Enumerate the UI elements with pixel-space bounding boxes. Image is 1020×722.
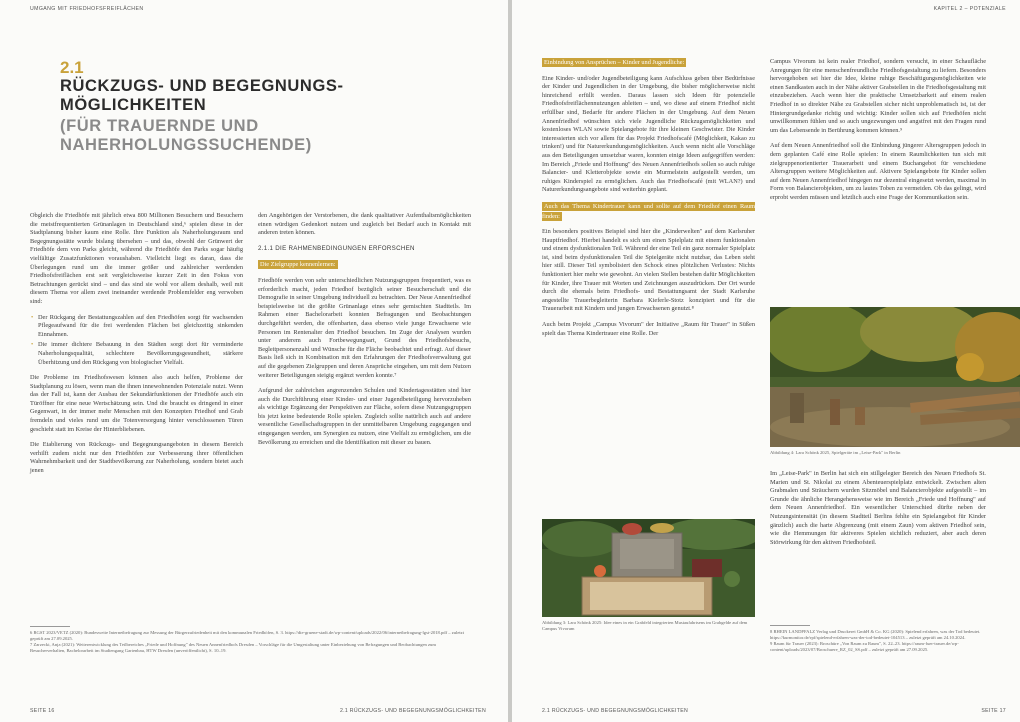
paragraph: Auf dem Neuen Annenfriedhof soll die Einbindung jüngerer Altersgruppen jedoch in dem geplanten Café eine Rolle spielen: In einem Raumlichkeiten tun sich mit zielgruppenorientierter Trauerarbeit und einem Buchangebot für verschiedene Altersgruppen weitere Möglichkeiten auf. Aktivere Spielangebote für Kinder sollen auf dem Neuen Annenfriedhof hingegen nur dezentral eingesetzt werden, maximal in Form von Balancierobjekten, um zu lautes Toben zu vermeiden. Ob das gelingt, wird erprobt werden müssen und letztlich auch eine Frage der Kommunikation sein.: [770, 142, 986, 201]
footnote-rule: [770, 625, 810, 626]
caption-figure-4: Abbildung 4: Lara Schönk 2025, Spielgeräte im „Leise-Park" in Berlin: [770, 450, 901, 455]
section-number: 2.1: [60, 58, 84, 77]
photo-leise-park: [770, 307, 1020, 447]
paragraph: Eine Kinder- und/oder Jugendbeteiligung kann Aufschluss geben über Bedürfnisse der Kinder und Jugendlichen in der Umgebung, die bisher möglicherweise nicht hinreichend erfüllt werden. Daraus lassen sich Ideen für potenzielle Friedhofsfreiflächennutzungen ableiten – und, wo diese auf einem Friedhof nicht erfüllbar sind, Bedarfe für andere Flächen in der Umgebung. Auf dem Neuen Annenfriedhof wünschten sich viele Jugendliche Rückzugsmöglichkeiten und kostenloses WLAN sowie Spielangebote für ihre kleinen Geschwister. Die Kinder interessierten sich vor allem für das Projekt Friedhofscafé (Möglichkeit, Kakao zu trinken!) und für Naturerkundungsmöglichkeiten. Auch wenn nicht alle Vorschläge aus den Beteiligungen umsetzbar waren, konnten einige Ideen aufgegriffen werden: Im Bereich „Friede und Hoffnung" des Neuen Annenfriedhofs sollen so auch ruhige Balancier- und Kletterobjekte sowie ein Murmelstein aufgestellt werden, um ruhiges Kinderspiel zu ermöglichen. Auch das Friedhofscafé (mit WLAN?) und Naturerkundungsangebote sind weiterhin geplant.: [542, 74, 755, 194]
right-column-2b: [770, 470, 986, 554]
highlight-label: Einbindung von Ansprüchen – Kinder und Jugendliche:: [544, 59, 685, 66]
footnote: 8 RHEIN LANDPFALZ Verlag und Druckerei GmbH & Co. KG (2020): Spielend erfahren, was der Tod bedeutet. https://kurmonitor.de/rpf/spielend-erfahren-was-der-tod-bedeutet-104513 – zuletzt geprüft am 24.10.2024.: [770, 629, 981, 640]
section-subtitle-line2: NAHERHOLUNGSSUCHENDE): [60, 136, 312, 154]
grave-sandbox-illustration: [542, 519, 755, 617]
leise-park-illustration: [770, 307, 1020, 447]
paragraph: Ein besonders positives Beispiel sind hier die „Kinderwelten" auf dem Karlsruher Hauptfriedhof. Hierbei handelt es sich um einen Spielplatz mit einem funktionalen und einem dysfunktionalen Teil. Während der eine Teil ein ganz normaler Spielplatz ist, sind beim dysfunktionalen Teil die Spielgeräte nicht nutzbar, das Leben steht hier still. Dieser Teil symbolisiert den Schock eines plötzlichen Verlustes: Nichts funktioniert hier mehr wie gewohnt. An vielen Stellen bestehen dafür Möglichkeiten für Kinder, ihre Trauer mit Worten und Zeichnungen auszudrücken. Der Ort wurde durch die ehemals beim Friedhofs- und Bestattungsamt der Stadt Karlsruhe angestellte Trauerbegleiterin Barbara Kieferle-Stotz konzipiert und für die Trauerarbeit mit Kindern und jungen Erwachsenen genutzt.⁸: [542, 228, 755, 313]
section-subtitle: [60, 117, 460, 155]
footer-section-right: 2.1 RÜCKZUGS- UND BEGEGNUNGSMÖGLICHKEITEN: [542, 708, 689, 714]
footnote: 9 Raum für Trauer (2023): Broschüre „Von Raum zu Raum", S. 22–23. https://raum-fuer-trauer.de/wp-content/uploads/2023/07/Broschuere_RZ_02_SS.pdf – zuletzt geprüft am 27.09.2025.: [770, 641, 959, 652]
page-number-right: SEITE 17: [981, 708, 1006, 714]
paragraph: Obgleich die Friedhöfe mit jährlich etwa 800 Millionen Besuchern und Besuchern die meistfrequentierten Grünanlagen in Deutschland sind,⁶ spielen diese in der Stadtplanung bisher kaum eine Rolle. Ihre Funktion als Naherholungsraum und Begegnungsstätte wurde bislang übersehen – und das, obwohl der Grünwert der Friedhöfe dem von Parks gleicht, während die Friedhöfe den Parks sogar häufig vielfältige Zusatzfunktionen voraushaben. Vielleicht liegt es daran, dass die Überlegungen rund um die immer größer und zahlreicher werdenden Friedhofsfreiflächen erst seit vergleichsweise kurzer Zeit in den Fokus von Betrachtungen gerückt sind – und das sind sie wohl vor allem deshalb, weil mit diesem Thema vor allem zwei ineinander werdende Problemfelder eng verwoben sind:: [30, 212, 243, 305]
section-subtitle-line1: (FÜR TRAUERNDE UND: [60, 117, 259, 135]
footnotes-right: [770, 625, 986, 653]
footnote-rule: [30, 626, 70, 627]
section-title: [60, 77, 460, 115]
footnote: 6 RGST 2023/VETZ (2020): Bundesweite Internetbefragung zur Messung der Bürgerzufriedenheit mit den kommunalen Friedhöfen, S. 3. https://die-gruene-stadt.de/wp-content/uploads/2022/06/internetbefragung-lgst-2018.pdf – zuletzt geprüft am 27.09.2025.: [30, 630, 464, 641]
paragraph: den Angehörigen der Verstorbenen, die dank qualitativer Aufenthaltsmöglichkeiten einen würdigen Gedenkort nutzen und zugleich bei Bedarf auch in Kontakt mit anderen treten können.: [258, 212, 471, 237]
paragraph: Auch beim Projekt „Campus Vivorum" der Initiative „Raum für Trauer" in Süßen spielt das Thema Kindertrauer eine Rolle. Der: [542, 321, 755, 337]
running-header-right: KAPITEL 2 – POTENZIALE: [933, 6, 1006, 12]
bullet-item: • Der Rückgang der Bestattungszahlen auf den Friedhöfen sorgt für wachsenden Pflegeaufwand für die frei werdenden Flächen bei gleichzeitig sinkenden Einnahmen.: [38, 314, 243, 340]
paragraph: Aufgrund der zahlreichen angrenzenden Schulen und Kindertagesstätten sind hier auch die Durchführung einer Kinder- und einer Jugendbeteiligung hervorzuheben als wichtige Ergänzung der Perspektiven zur Fläche, sofern diese Nutzungsgruppen bis jetzt keine bedeutende Rolle spielen. Zugleich sollte natürlich auch auf andere wesentliche Gesellschaftsgruppen in der unmittelbaren Umgebung zugegangen und eingegangen werden, um Synergien zu nutzen, eine Vielfalt zu ermöglichen, um die Bevölkerung zu erreichen und die Identifikation mit dieser zu bauen.: [258, 387, 471, 446]
running-header-left: UMGANG MIT FRIEDHOFSFREIFLÄCHEN: [30, 6, 144, 12]
paragraph: Die Etablierung von Rückzugs- und Begegnungsangeboten in diesem Bereich verhilft zudem nicht nur den Friedhöfen zur Verbesserung ihrer öffentlichen Wahrnehmbarkeit und der Stadtbevölkerung zur Naherholung, sondern bietet auch jenen: [30, 441, 243, 475]
bullet-item: • Die immer dichtere Bebauung in den Städten sorgt dort für verminderte Naherholungsqualität, schlechtere Bevölkerungsgesundheit, stärkere Überhitzung und den Rückgang von biologischer Vielfalt.: [38, 341, 243, 367]
right-column-2: [770, 58, 986, 210]
left-column-2: [258, 212, 471, 454]
page-number-left: SEITE 16: [30, 708, 55, 714]
section-title-line1: RÜCKZUGS- UND BEGEGNUNGS-: [60, 77, 344, 95]
left-page: [0, 0, 508, 722]
bullet-list: [30, 314, 243, 368]
paragraph: Campus Vivorum ist kein realer Friedhof, sondern versucht, in einer Schaufläche Anregungen für eine menschenfreundliche Friedhofsgestaltung zu liefern. Besonders hervorgehoben sei hier die Idee, kleine ruhige Beschäftigungsmöglichkeiten wie einen Sandkasten auch in der Nähe aktiver Grabstellen in die Friedhofsgestaltung mit einzubeziehen. Auch wenn hier die praktische Umsetzbarkeit auf einem realen Friedhof in so direkter Nähe zu Grabstellen sicher nicht unproblematisch ist, ist der Hintergrundgedanke richtig und wichtig: Kinder sollen sich auf Friedhöfen nicht unwillkommen fühlen und so auch ungezwungen und angstfrei mit den Fragen rund um das Lebensende in Berührung kommen können.⁹: [770, 58, 986, 134]
right-column-1: [542, 58, 755, 345]
footnote: 7 Zarzecki, Anja (2021): Weiterentwicklung des Teilbereiches „Friede und Hoffnung" des Neuen Annenfriedhofs Dresden – Vorschläge für die Umgestaltung unter Einbeziehung von Befragungen und Beobachtungen zum Besucherverhalten, Bachelorarbeit im Studiengang Gartenbau, HTW Dresden (unveröffentlicht), S. 10–19.: [30, 642, 436, 653]
footer-section-left: 2.1 RÜCKZUGS- UND BEGEGNUNGSMÖGLICHKEITEN: [339, 708, 486, 714]
highlight-label: Auch das Thema Kindertrauer kann und sollte auf dem Friedhof einen Raum finden:: [542, 202, 755, 220]
photo-grave-sandbox: [542, 519, 755, 617]
section-title-line2: MÖGLICHKEITEN: [60, 96, 207, 114]
caption-figure-3: Abbildung 3: Lara Schönk 2025: Idee eines in ein Grabfeld integrierten Mustaufahrtsens im Grabgelde auf dem Campus Vivorum: [542, 620, 748, 631]
paragraph: Im „Leise-Park" in Berlin hat sich ein stillgelegter Bereich des Neuen Friedhofs St. Marien und St. Nikolai zu einem Abenteuerspielplatz entwickelt. Zwischen alten Grabmalen und Sträuchern wurden Sitzmöbel und Balancierobjekte aufgestellt – im Grunde die ähnliche Herangehensweise wie im Bereich „Friede und Hoffnung" auf dem Neuen Annenfriedhof. Ein wesentlicher Unterschied dürfte neben der Nutzungsintensität (in diesem Stadtteil Berlins fehlte ein Spielangebot für Kinder gänzlich) auch die harte Abgrenzung (mit einem Zaun) vom aktiven Friedhof sein, wie die Hemmungen für aktiveres Spielen sichtlich reduziert, aber auch deren Störwirkung für den aktiven Friedhofsteil.: [770, 470, 986, 546]
left-column-1: [30, 212, 243, 483]
paragraph: Friedhöfe werden von sehr unterschiedlichen Nutzungsgruppen frequentiert, was es erforderlich macht, jeden Friedhof bezüglich seiner Besucherschaft und die Demografie in seiner Umgebung individuell zu betrachten. Der Neue Annenfriedhof beispielsweise ist die größte Grünanlage eines sehr gemischten Stadtteils. Im Rahmen einer Bachelorarbeit konnten Befragungen und Beobachtungen durchgeführt werden, die offenbarten, dass ebenso viele junge Erwachsene wie Personen im Rentenalter den Friedhof besuchen. Im Zuge der Analysen wurden unter anderem auch Fortbewegungsart, Grund des Friedhofsbesuchs, Begleitpersonenzahl und Wünsche für die Fläche beobachtet und erfragt. Auf dieser Basis ließ sich in Kombination mit den Erfahrungen der Friedhofsverwaltung gut auf die gegebenen Zielgruppen und deren Ansprüche eingehen, um mit dem Nutzen weiterer Beteiligungen steigig ergänzt werden konnte.⁷: [258, 276, 471, 379]
paragraph: Die Probleme im Friedhofswesen können also auch helfen, Probleme der Stadtplanung zu lösen, wenn man die ihnen innewohnenden Potenziale nutzt. Wenn das der Fall ist, kann der Ausbau der Sekundärfunktionen der Friedhöfe auch ein Türöffner für eine neue Wertschätzung sein. Und die braucht es dringend in einer Gegenwart, in der immer mehr Menschen mit den Konzepten Friedhof und Grab fremdeln und vieles rund um die Totenversorgung hinter verschlossenen Türen geschieht statt im Kreise der Hinterbliebenen.: [30, 374, 243, 433]
right-page: [512, 0, 1020, 722]
highlight-label: Die Zielgruppe kennenlernen:: [260, 261, 336, 269]
subsection-heading: 2.1.1 DIE RAHMENBEDINGUNGEN ERFORSCHEN: [258, 244, 415, 252]
footnotes-left: [30, 626, 470, 654]
